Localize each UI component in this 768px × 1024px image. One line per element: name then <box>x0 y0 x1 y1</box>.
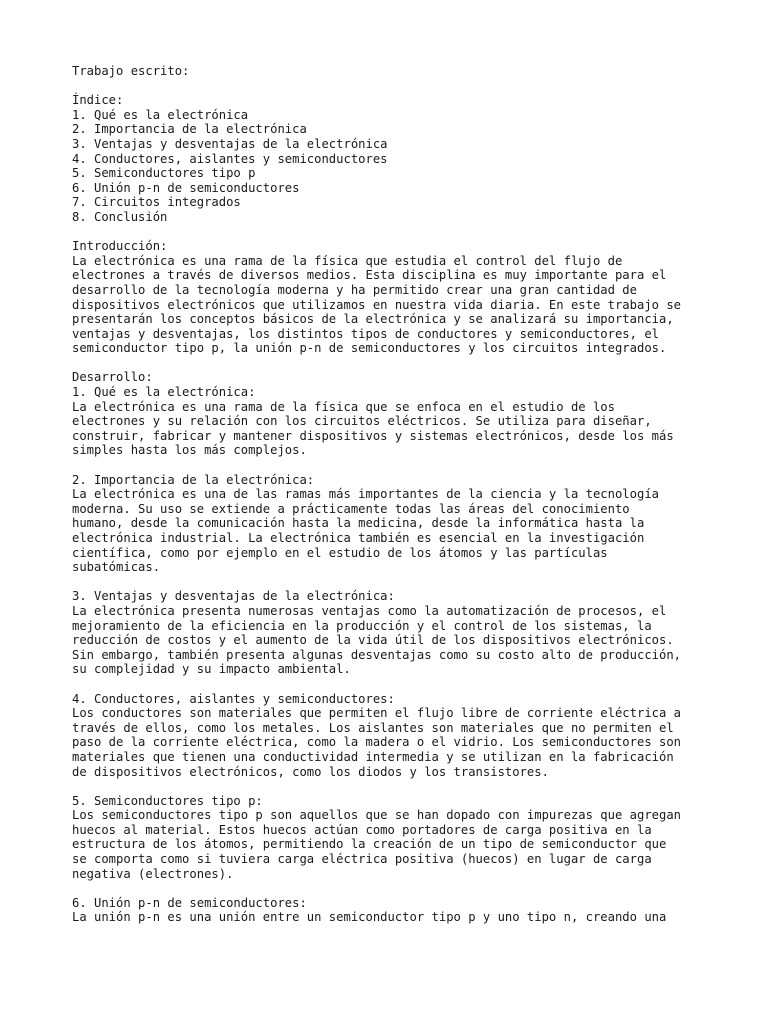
subsection-title: 2. Importancia de la electrónica: <box>72 472 315 487</box>
subsection-text-line: reducción de costos y el aumento de la vida útil de los dispositivos electrónicos. <box>72 633 674 648</box>
subsection-text-line: través de ellos, como los metales. Los aislantes son materiales que no permiten el <box>72 720 674 735</box>
introduction-text-line: electrones a través de diversos medios. Esta disciplina es muy importante para el <box>72 268 667 283</box>
index-title: Índice: <box>72 93 124 108</box>
index-item: 8. Conclusión <box>72 209 168 224</box>
blank-line <box>72 458 712 473</box>
index-item: 1. Qué es la electrónica <box>72 107 249 122</box>
subsection-text-line: moderna. Su uso se extiende a prácticamente todas las áreas del conocimiento <box>72 501 630 516</box>
subsection-text-line: La electrónica es una rama de la física que se enfoca en el estudio de los <box>72 399 615 414</box>
subsection-title: 4. Conductores, aislantes y semiconductores: <box>72 691 395 706</box>
subsection-text-line: electrones y su relación con los circuitos eléctricos. Se utiliza para diseñar, <box>72 414 652 429</box>
subsection-text-line: La unión p-n es una unión entre un semiconductor tipo p y uno tipo n, creando una <box>72 910 667 925</box>
introduction-text-line: desarrollo de la tecnología moderna y ha permitido crear una gran cantidad de <box>72 282 637 297</box>
blank-line <box>72 79 712 94</box>
blank-line <box>72 677 712 692</box>
index-item: 6. Unión p-n de semiconductores <box>72 180 300 195</box>
subsection-text-line: construir, fabricar y mantener dispositivos y sistemas electrónicos, desde los más <box>72 428 674 443</box>
subsection-title: 3. Ventajas y desventajas de la electrónica: <box>72 589 395 604</box>
development-subsection-4 <box>72 692 712 780</box>
subsection-title: 1. Qué es la electrónica: <box>72 385 256 400</box>
subsection-text-line: de dispositivos electrónicos, como los diodos y los transistores. <box>72 764 549 779</box>
development-subsection-6 <box>72 896 712 925</box>
introduction-text-line: semiconductor tipo p, la unión p-n de semiconductores y los circuitos integrados. <box>72 341 667 356</box>
index-item: 5. Semiconductores tipo p <box>72 166 256 181</box>
introduction-text-line: presentarán los conceptos básicos de la electrónica y se analizará su importancia, <box>72 312 674 327</box>
subsection-text-line: su complejidad y su impacto ambiental. <box>72 662 351 677</box>
introduction-text-line: dispositivos electrónicos que utilizamos en nuestra vida diaria. En este trabajo se <box>72 297 682 312</box>
development-subsection-3 <box>72 589 712 677</box>
index-item: 3. Ventajas y desventajas de la electrónica <box>72 136 388 151</box>
blank-line <box>72 356 712 371</box>
index-section <box>72 93 712 224</box>
development-subsection-5 <box>72 794 712 882</box>
introduction-text-line: ventajas y desventajas, los distintos tipos de conductores y semiconductores, el <box>72 326 659 341</box>
development-title: Desarrollo: <box>72 370 153 385</box>
subsection-text-line: Sin embargo, también presenta algunas desventajas como su costo alto de producción, <box>72 647 682 662</box>
development-subsection-1 <box>72 385 712 458</box>
subsection-text-line: simples hasta los más complejos. <box>72 443 307 458</box>
subsection-text-line: se comporta como si tuviera carga eléctrica positiva (huecos) en lugar de carga <box>72 852 652 867</box>
subsection-text-line: paso de la corriente eléctrica, como la madera o el vidrio. Los semiconductores son <box>72 735 682 750</box>
subsection-text-line: estructura de los átomos, permitiendo la creación de un tipo de semiconductor que <box>72 837 667 852</box>
development-section <box>72 370 712 925</box>
development-subsection-2 <box>72 473 712 575</box>
document-heading: Trabajo escrito: <box>72 64 190 78</box>
subsection-text-line: La electrónica es una de las ramas más importantes de la ciencia y la tecnología <box>72 487 659 502</box>
index-item: 7. Circuitos integrados <box>72 195 241 210</box>
blank-line <box>72 225 712 240</box>
introduction-title: Introducción: <box>72 239 168 254</box>
subsection-text-line: negativa (electrones). <box>72 866 234 881</box>
introduction-text-line: La electrónica es una rama de la física que estudia el control del flujo de <box>72 253 623 268</box>
subsection-title: 5. Semiconductores tipo p: <box>72 793 263 808</box>
index-item: 2. Importancia de la electrónica <box>72 122 307 137</box>
subsection-text-line: Los semiconductores tipo p son aquellos que se han dopado con impurezas que agregan <box>72 808 682 823</box>
subsection-text-line: La electrónica presenta numerosas ventajas como la automatización de procesos, el <box>72 603 667 618</box>
blank-line <box>72 779 712 794</box>
subsection-text-line: subatómicas. <box>72 560 161 575</box>
subsection-text-line: mejoramiento de la eficiencia en la producción y el control de los sistemas, la <box>72 618 652 633</box>
subsection-text-line: electrónica industrial. La electrónica también es esencial en la investigación <box>72 531 645 545</box>
document-page <box>72 64 712 925</box>
subsection-text-line: científica, como por ejemplo en el estudio de los átomos y las partículas <box>72 545 608 560</box>
index-item: 4. Conductores, aislantes y semiconductores <box>72 151 388 166</box>
introduction-section <box>72 239 712 356</box>
subsection-title: 6. Unión p-n de semiconductores: <box>72 895 307 910</box>
blank-line <box>72 575 712 590</box>
subsection-text-line: huecos al material. Estos huecos actúan como portadores de carga positiva en la <box>72 822 652 837</box>
subsection-text-line: Los conductores son materiales que permiten el flujo libre de corriente eléctrica a <box>72 706 682 721</box>
blank-line <box>72 881 712 896</box>
subsection-text-line: humano, desde la comunicación hasta la medicina, desde la informática hasta la <box>72 516 645 531</box>
subsection-text-line: materiales que tienen una conductividad intermedia y se utilizan en la fabricación <box>72 749 674 764</box>
